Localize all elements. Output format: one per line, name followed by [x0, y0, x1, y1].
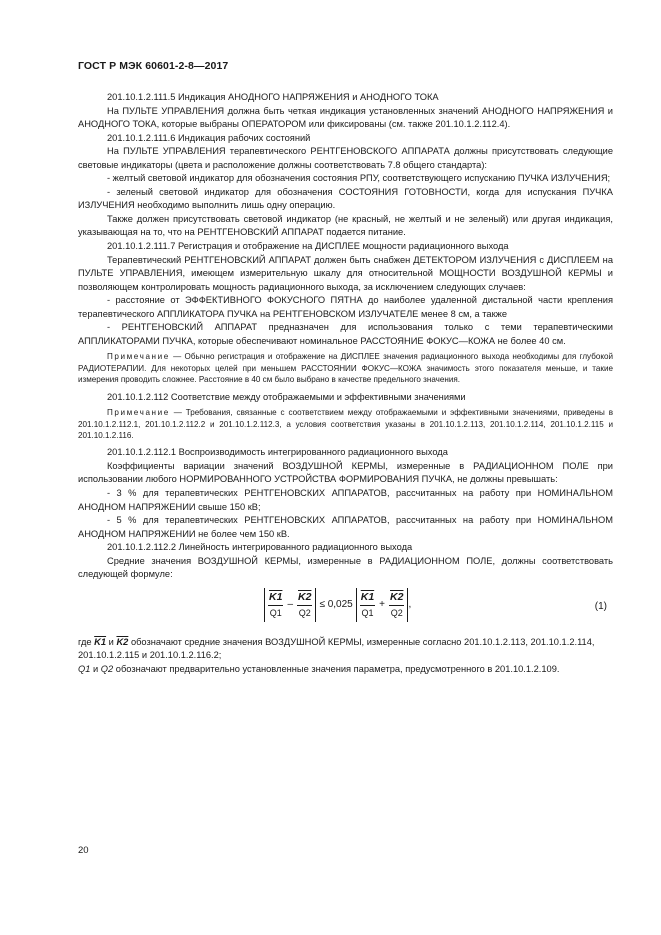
clause-heading: 201.10.1.2.112.2 Линейность интегрированного радиационного выхода	[107, 542, 413, 553]
formula-abs-right	[356, 588, 412, 622]
note-text: — Требования, связанные с соответствием между отображаемыми и эффективными значениями, приведены в 201.10.1.2.112.1, 201.10.1.2.112.2 и 201.10.1.2.112.3, а условия соответствия указаны в 201.10.1.2.113, 201.10.1.2.114, 201.10.1.2.115 и 201.10.1.2.116.	[78, 408, 613, 440]
where-and: и	[108, 636, 114, 647]
paragraph: На ПУЛЬТЕ УПРАВЛЕНИЯ терапевтического РЕНТГЕНОВСКОГО АППАРАТА должны присутствовать следующие световые индикаторы (цвета и расположение должны соответствовать 7.8 общего стандарта):	[78, 146, 613, 170]
note-text: — Обычно регистрация и отображение на ДИСПЛЕЕ значения радиационного выхода необходимы для глубокой РАДИОТЕРАПИИ. Для некоторых целей при меньшем РАССТОЯНИИ ФОКУС—КОЖА значимость этого показателя меньше, и такие измерения проводить сложнее. Расстояние в 40 см было выбрано в качестве предельного значения.	[78, 352, 613, 385]
formula-k2: K2	[389, 590, 404, 606]
formula-minus: –	[287, 599, 293, 611]
formula-explanation-k	[78, 636, 613, 663]
note	[78, 351, 613, 385]
formula-q2: Q2	[390, 607, 403, 618]
note-label: Примечание	[107, 352, 170, 362]
list-item: - 3 % для терапевтических РЕНТГЕНОВСКИХ АППАРАТОВ, рассчитанных на работу при НОМИНАЛЬНОМ АНОДНОМ НАПРЯЖЕНИИ свыше 150 кВ;	[78, 488, 613, 512]
formula-number: (1)	[594, 600, 607, 612]
section-block-2	[78, 446, 613, 581]
formula-k1: K1	[268, 590, 283, 606]
document-header: ГОСТ Р МЭК 60601-2-8—2017	[78, 60, 229, 72]
list-item: - 5 % для терапевтических РЕНТГЕНОВСКИХ АППАРАТОВ, рассчитанных на работу при НОМИНАЛЬНОМ АНОДНОМ НАПРЯЖЕНИИ не более чем 150 кВ.	[78, 515, 613, 539]
clause-heading: 201.10.1.2.111.5 Индикация АНОДНОГО НАПРЯЖЕНИЯ и АНОДНОГО ТОКА	[107, 92, 439, 102]
list-item: - РЕНТГЕНОВСКИЙ АППАРАТ предназначен для использования только с теми терапевтическими АППЛИКАТОРАМИ ПУЧКА, которые обеспечивают номинальное РАССТОЯНИЕ ФОКУС—КОЖА не более 40 см.	[78, 322, 613, 346]
where-q-and: и	[93, 663, 99, 674]
inline-k2: K2	[116, 636, 129, 647]
paragraph: Коэффициенты вариации значений ВОЗДУШНОЙ КЕРМЫ, измеренные в РАДИАЦИОННОМ ПОЛЕ при использовании любого НОРМИРОВАННОГО УСТРОЙСТВА ФОРМИРОВАНИЯ ПУЧКА, не должны превышать:	[78, 460, 613, 485]
list-item: - зеленый световой индикатор для обозначения СОСТОЯНИЯ ГОТОВНОСТИ, когда для испускания ПУЧКА ИЗЛУЧЕНИЯ необходимо выполнить лишь одну операцию.	[78, 186, 613, 211]
clause-heading: 201.10.1.2.111.6 Индикация рабочих состояний	[107, 132, 311, 143]
clause-heading: 201.10.1.2.112.1 Воспроизводимость интегрированного радиационного выхода	[107, 447, 448, 458]
paragraph: Также должен присутствовать световой индикатор (не красный, не желтый и не зеленый) или другая индикация, указывающая на то, что на РЕНТГЕНОВСКИЙ АППАРАТ подается питание.	[78, 213, 613, 238]
formula-comma: ,	[408, 599, 412, 611]
paragraph: На ПУЛЬТЕ УПРАВЛЕНИЯ должна быть четкая индикация установленных значений АНОДНОГО НАПРЯЖЕНИЯ и АНОДНОГО ТОКА, которые выбраны ОПЕРАТОРОМ или фиксированы (см. также 201.10.1.2.112.4).	[78, 105, 613, 130]
formula-q1: Q1	[361, 607, 374, 618]
formula-leq: ≤ 0,025	[319, 599, 353, 611]
document-body	[78, 91, 613, 676]
paragraph: Терапевтический РЕНТГЕНОВСКИЙ АППАРАТ должен быть снабжен ДЕТЕКТОРОМ ИЗЛУЧЕНИЯ с ДИСПЛЕЕМ на ПУЛЬТЕ УПРАВЛЕНИЯ, имеющем измерительную шкалу для относительной МОЩНОСТИ ВОЗДУШНОЙ КЕРМЫ и позволяющем контролировать мощность радиационного выхода, за исключением следующих случаев:	[78, 254, 613, 292]
formula-expression	[264, 588, 411, 622]
inline-k1: K1	[94, 636, 107, 647]
inline-q2: Q2	[100, 663, 114, 674]
page-number: 20	[78, 845, 89, 856]
section-block-1	[78, 91, 613, 348]
note-label: Примечание	[107, 408, 170, 418]
formula-q2: Q2	[298, 607, 311, 618]
inline-q1: Q1	[78, 663, 91, 674]
paragraph: Средние значения ВОЗДУШНОЙ КЕРМЫ, измеренные в РАДИАЦИОННОМ ПОЛЕ, должны соответствовать следующей формуле:	[78, 555, 613, 580]
list-item: - желтый световой индикатор для обозначения состояния РПУ, соответствующего испусканию ПУЧКА ИЗЛУЧЕНИЯ;	[107, 173, 611, 184]
formula-k2: K2	[297, 590, 312, 606]
formula-q1: Q1	[269, 607, 282, 618]
list-item: - расстояние от ЭФФЕКТИВНОГО ФОКУСНОГО ПЯТНА до наиболее удаленной дистальной части крепления терапевтического АППЛИКАТОРА ПУЧКА на РЕНТГЕНОВСКОМ ИЗЛУЧАТЕЛЕ менее 8 см, а также	[78, 295, 613, 319]
clause-heading: 201.10.1.2.112 Соответствие между отображаемыми и эффективными значениями	[107, 391, 466, 402]
note	[78, 407, 613, 441]
formula-explanation-q	[78, 663, 613, 677]
where-q-text: обозначают предварительно установленные значения параметра, предусмотренного в 201.10.1.2.109.	[115, 663, 560, 674]
formula-k1: K1	[360, 590, 375, 606]
formula-plus: +	[379, 599, 386, 611]
formula-abs-left	[264, 588, 316, 622]
clause-heading: 201.10.1.2.111.7 Регистрация и отображение на ДИСПЛЕЕ мощности радиационного выхода	[107, 241, 509, 252]
formula-1	[78, 588, 613, 628]
where-prefix: где	[78, 636, 92, 647]
where-text: обозначают средние значения ВОЗДУШНОЙ КЕРМЫ, измеренные согласно 201.10.1.2.113, 201.10.1.2.114, 201.10.1.2.115 и 201.10.1.2.116.2;	[78, 636, 595, 661]
